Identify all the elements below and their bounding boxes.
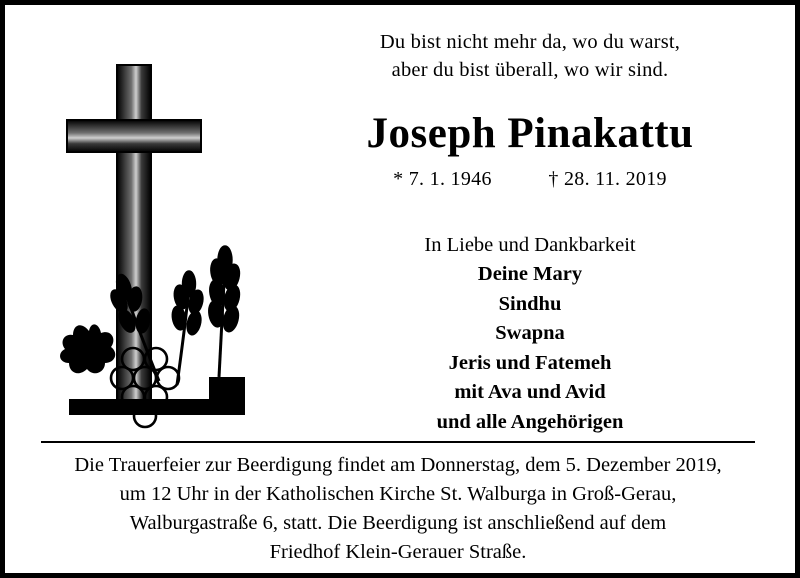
cross-with-wheat-and-grapes-icon [29,25,279,430]
mourner-line: Swapna [495,322,565,345]
funeral-details-line: Friedhof Klein-Gerauer Straße. [269,541,527,564]
verse-line-1: Du bist nicht mehr da, wo du warst, [379,31,681,53]
birth-date: * 7. 1. 1946 [393,167,492,190]
obituary-text-block [275,29,785,438]
mourner-line: mit Ava und Avid [454,381,606,404]
deceased-name: Joseph Pinakattu [366,109,694,157]
funeral-details-line: um 12 Uhr in der Katholischen Kirche St. Walburga in Groß-Gerau, [119,483,677,506]
verse [275,29,785,85]
death-date: † 28. 11. 2019 [548,167,667,190]
funeral-details-line: Die Trauerfeier zur Beerdigung findet am Donnerstag, dem 5. Dezember 2019, [74,454,722,476]
verse-line-2: aber du bist überall, wo wir sind. [391,58,669,81]
obituary-upper-section [7,7,793,439]
obituary-inner-frame [5,5,795,573]
funeral-details [37,451,759,567]
dedication-lead: In Liebe und Dankbarkeit [424,233,636,256]
mourner-line: und alle Angehörigen [436,410,624,433]
section-divider [41,441,755,443]
funeral-details-line: Walburgastraße 6, statt. Die Beerdigung ist anschließend auf dem [129,512,667,535]
mourner-line: Sindhu [498,292,562,315]
dedication-block [275,231,785,438]
mourner-line: Deine Mary [477,263,583,286]
life-dates [275,168,785,191]
mourner-line: Jeris und Fatemeh [448,351,612,374]
